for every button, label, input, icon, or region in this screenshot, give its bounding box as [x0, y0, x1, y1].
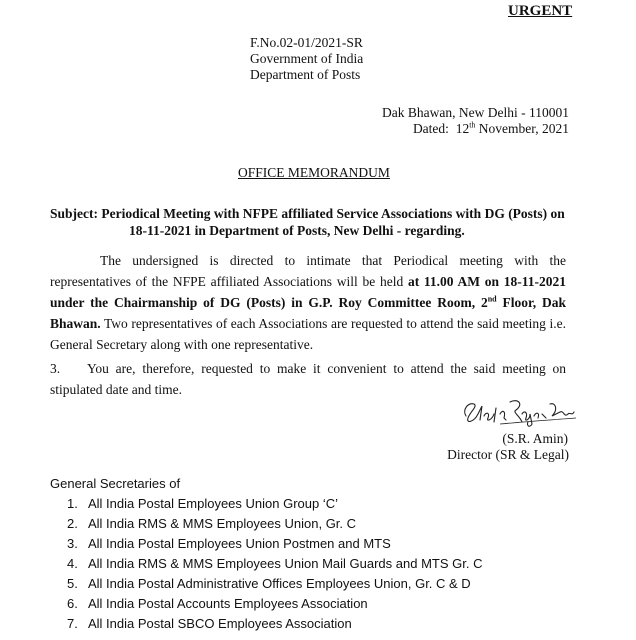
- para1-bold-c: Floor, Dak Bhawan.: [50, 295, 566, 331]
- date-label: Dated:: [412, 121, 449, 136]
- signatory-name: (S.R. Amin): [502, 431, 568, 446]
- subject-line-2: 18-11-2021 in Department of Posts, New Delhi - regarding.: [129, 223, 465, 238]
- list-item-number: 1.: [67, 496, 78, 511]
- para1-text-b: Two representatives of each Associations are requested to attend the said meeting i.e. General Secretary along with one representative.: [50, 316, 566, 352]
- dated-line: [413, 121, 569, 137]
- office-address: Dak Bhawan, New Delhi - 110001: [382, 105, 569, 120]
- list-item: [67, 574, 482, 594]
- list-heading: General Secretaries of: [50, 476, 181, 491]
- paragraph-1: [50, 250, 566, 355]
- list-item-text: All India Postal Employees Union Group ‘C’: [88, 496, 339, 511]
- government-name: Government of India: [250, 51, 364, 66]
- urgent-label: URGENT: [508, 3, 573, 19]
- list-item: [67, 554, 482, 574]
- list-item-text: All India RMS & MMS Employees Union Mail Guards and MTS Gr. C: [88, 556, 483, 571]
- list-item: [67, 534, 482, 554]
- list-item-number: 3.: [67, 536, 78, 551]
- list-item-number: 7.: [67, 616, 78, 631]
- para1-bold-b: in G.P. Roy Committee Room, 2: [285, 295, 488, 310]
- list-item-text: All India Postal SBCO Employees Association: [88, 616, 352, 631]
- memo-title: OFFICE MEMORANDUM: [238, 165, 390, 180]
- list-item-number: 5.: [67, 576, 78, 591]
- para1-bold-a: at 11.00 AM on 18-11-2021 under the Chairmanship of DG (Posts): [50, 274, 566, 310]
- date-month-year: November, 2021: [478, 121, 569, 136]
- subject-line-1: Subject: Periodical Meeting with NFPE affiliated Service Associations with DG (Posts) on: [50, 206, 565, 221]
- list-item-text: All India Postal Accounts Employees Association: [88, 596, 368, 611]
- list-item-number: 4.: [67, 556, 78, 571]
- date-suffix: th: [469, 120, 476, 130]
- list-item-number: 6.: [67, 596, 78, 611]
- file-number: F.No.02-01/2021-SR: [250, 35, 363, 50]
- para3-number: 3.: [50, 361, 61, 376]
- list-item-text: All India Postal Administrative Offices Employees Union, Gr. C & D: [88, 576, 471, 591]
- para1-text-a: The undersigned is directed to intimate that Periodical meeting with the representatives of the NFPE affiliated Associations will be held: [50, 253, 566, 289]
- list-item: [67, 514, 482, 534]
- signature-image: [460, 394, 580, 428]
- list-item-text: All India Postal Employees Union Postmen and MTS: [88, 536, 391, 551]
- para3-text: You are, therefore, requested to make it convenient to attend the said meeting on stipulated date and time.: [50, 361, 566, 397]
- department-name: Department of Posts: [250, 67, 361, 82]
- signatory-title: Director (SR & Legal): [447, 447, 569, 462]
- subject: [50, 205, 566, 239]
- list-item-number: 2.: [67, 516, 78, 531]
- secretaries-list: [67, 494, 482, 634]
- para1-sup: nd: [487, 294, 497, 304]
- date-day: 12: [455, 121, 470, 136]
- list-item: [67, 594, 482, 614]
- list-item: [67, 614, 482, 634]
- list-item: [67, 494, 482, 514]
- list-item-text: All India RMS & MMS Employees Union, Gr. C: [88, 516, 357, 531]
